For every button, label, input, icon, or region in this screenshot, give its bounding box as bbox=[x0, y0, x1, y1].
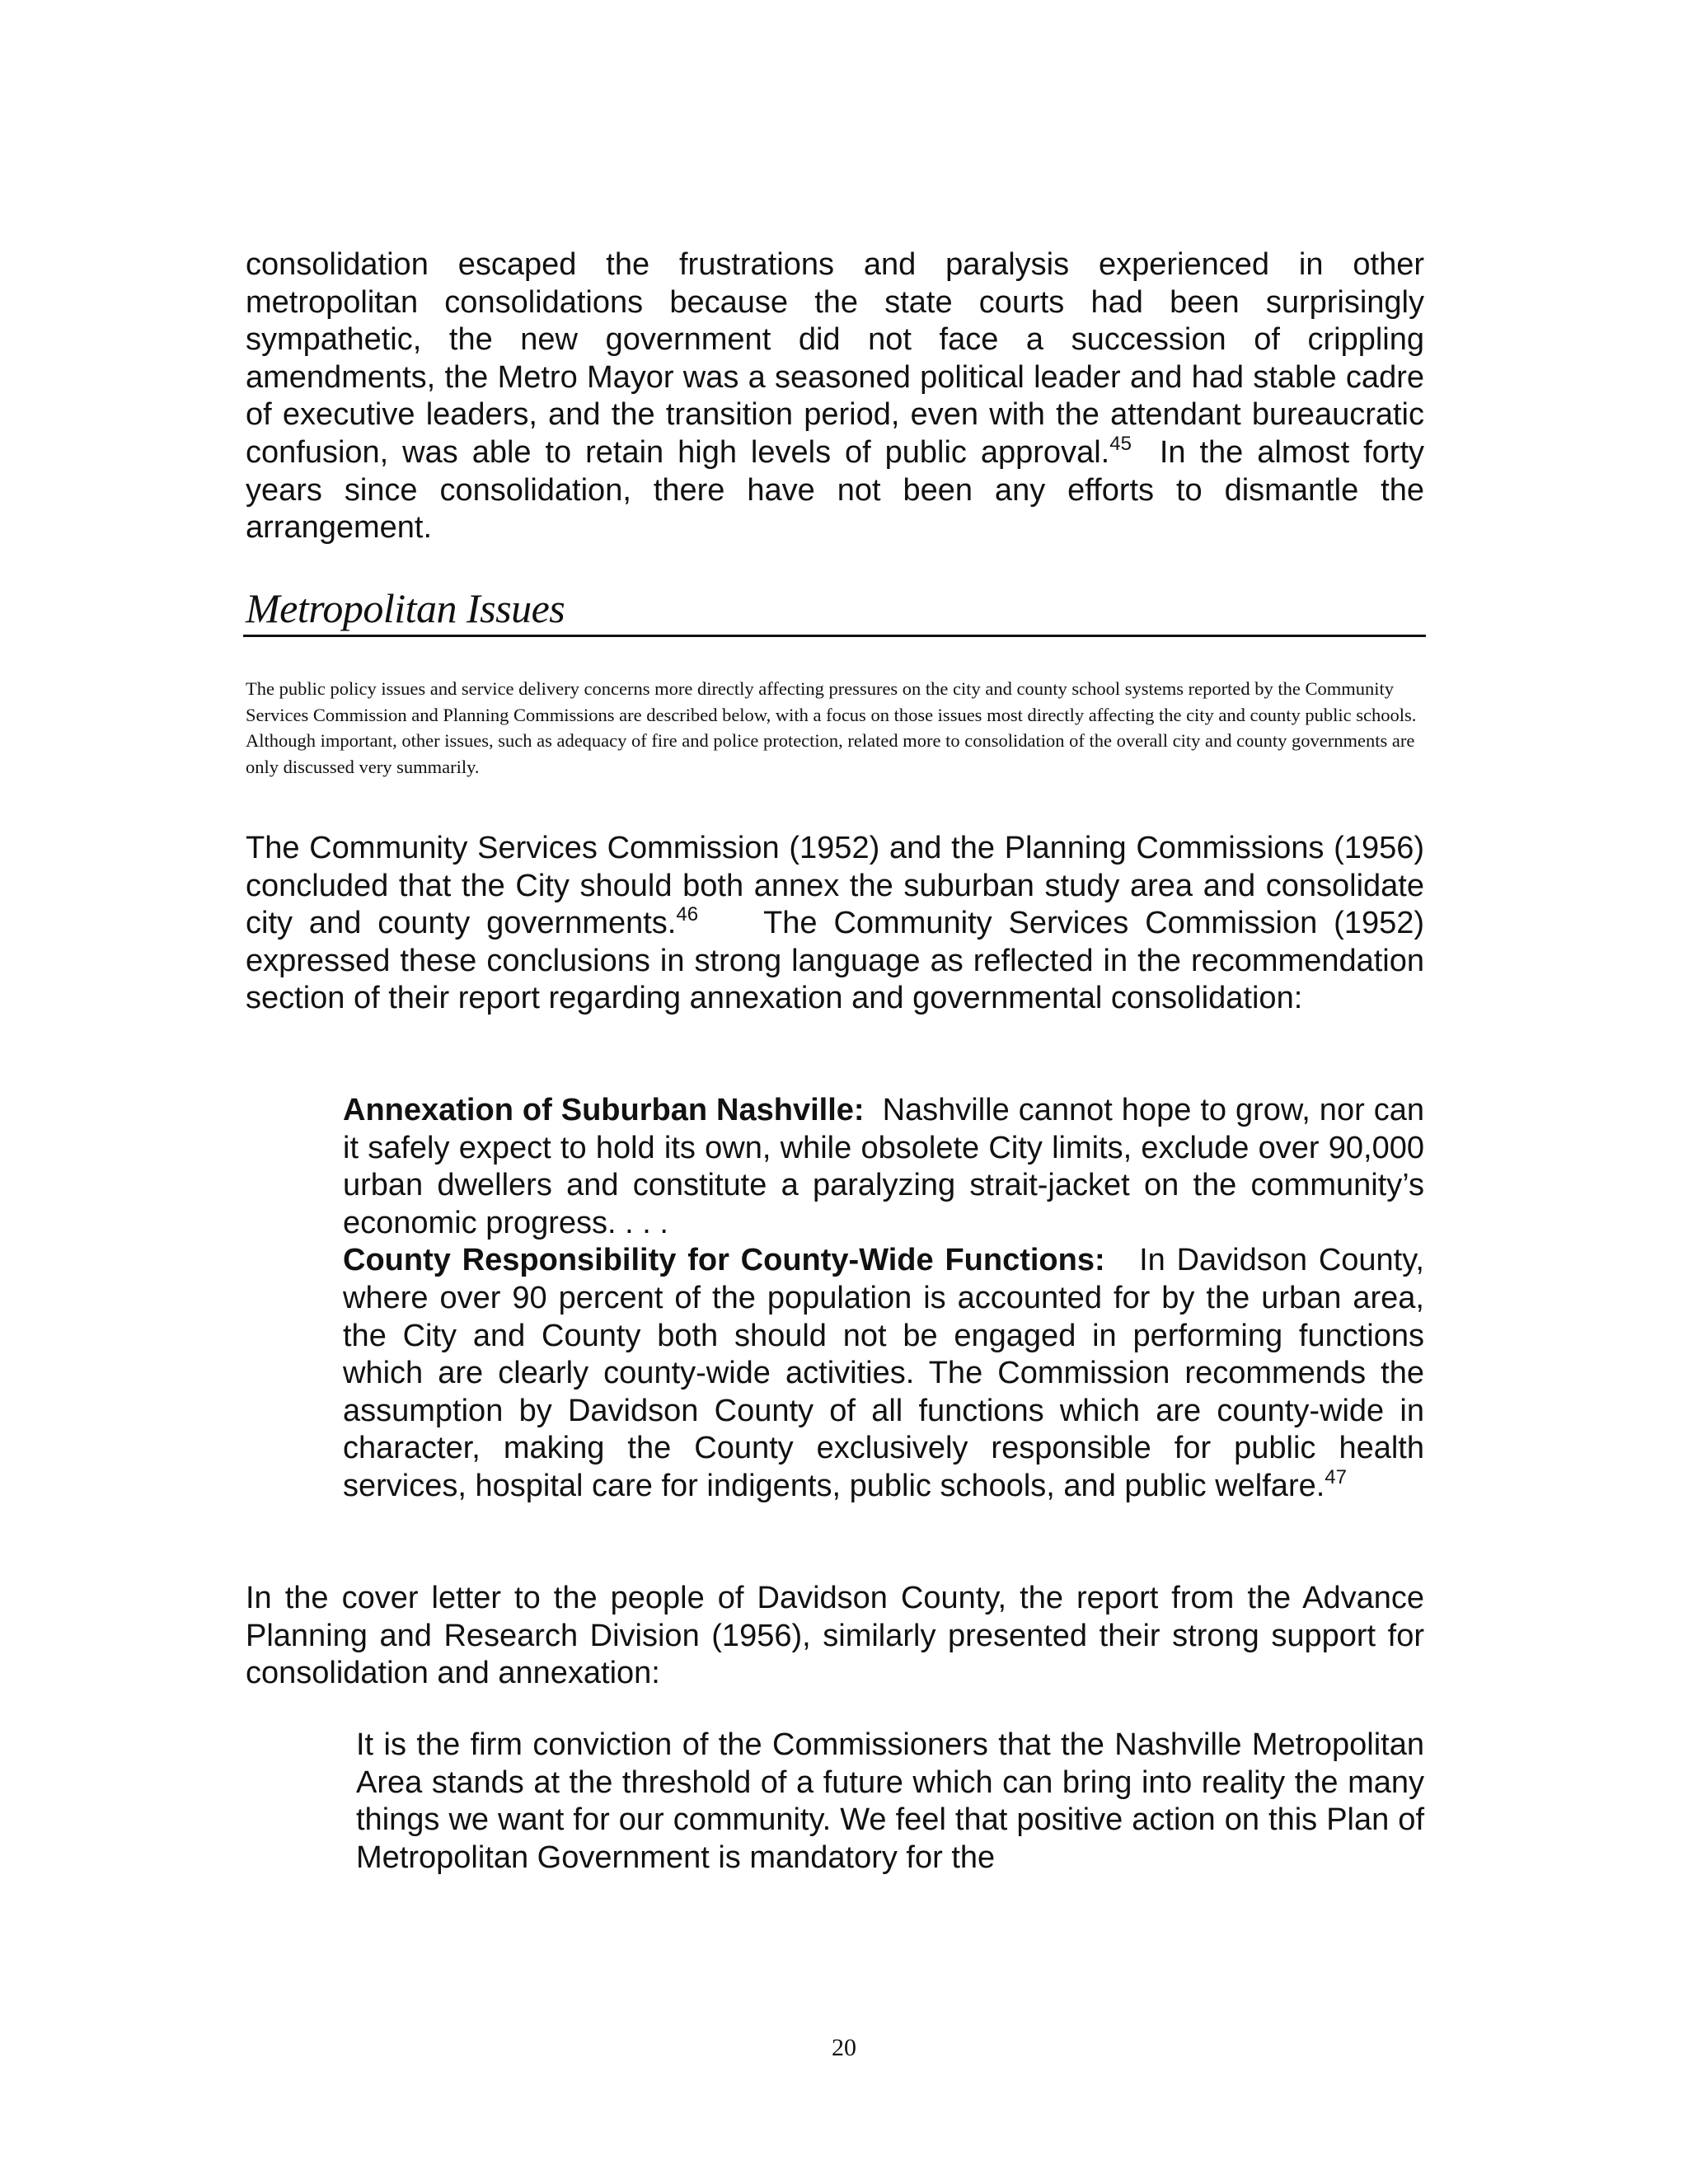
section-heading bbox=[243, 582, 1426, 637]
quote-item-1-text: Nashville cannot hope to grow, nor can it safely expect to hold its own, while obsolete City limits, exclude over 90,000 urban dwellers and constitute a paralyzing strait-jacket on the community’s economic progress. . . . bbox=[343, 1093, 1424, 1240]
paragraph-2-text: The Community Services Commission (1952) and the Planning Commissions (1956) concluded that the City should both annex the suburban study area and consolidate city and county governments. bbox=[246, 831, 1424, 941]
quote-item-annexation bbox=[343, 1092, 1424, 1242]
body-paragraph-3: In the cover letter to the people of Davidson County, the report from the Advance Planning and Research Division (1956), similarly presented their strong support for consolidation and annexation: bbox=[246, 1581, 1424, 1691]
quote-item-2-heading: County Responsibility for County-Wide Functions: bbox=[343, 1243, 1105, 1278]
quote-item-2-text: In Davidson County, where over 90 percent of the population is accounted for by the urban area, the City and County both should not be engaged in performing functions which are clearly county-wide activities. The Commission recommends the assumption by Davidson County of all functions which are county-wide in character, making the County exclusively responsible for public health services, hospital care for indigents, public schools, and public welfare. bbox=[343, 1243, 1424, 1503]
paragraph-1-text-after: In the almost forty years since consolidation, there have not been any efforts to dismantle the arrangement. bbox=[246, 434, 1425, 546]
quote-item-1-heading: Annexation of Suburban Nashville: bbox=[343, 1093, 865, 1127]
section-abstract: The public policy issues and service delivery concerns more directly affecting pressures on the city and county school systems reported by the Community Services Commission and Planning Commissions are described below, with a focus on those issues most directly affecting the city and county public schools. Although important, other issues, such as adequacy of fire and police protection, related more to consolidation of the overall city and county governments are only discussed very summarily. bbox=[246, 678, 1417, 777]
block-quote-recommendations bbox=[343, 1092, 1424, 1506]
footnote-marker-46[interactable]: 46 bbox=[676, 903, 699, 926]
block-quote-cover-letter: It is the firm conviction of the Commissioners that the Nashville Metropolitan Area stands at the threshold of a future which can bring into reality the many things we want for our community. We feel that positive action on this Plan of Metropolitan Government is mandatory for the bbox=[356, 1727, 1424, 1875]
section-heading-text: Metropolitan Issues bbox=[246, 585, 565, 631]
paragraph-2-text-after: The Community Services Commission (1952) expressed these conclusions in strong language as reflected in the recommendation section of their report regarding annexation and governmental consolidation: bbox=[246, 906, 1424, 1016]
page-number: 20 bbox=[832, 2034, 856, 2061]
body-paragraph-2 bbox=[246, 830, 1424, 1018]
footnote-marker-45[interactable]: 45 bbox=[1109, 432, 1132, 455]
body-paragraph-1 bbox=[246, 246, 1424, 547]
footnote-marker-47[interactable]: 47 bbox=[1325, 1465, 1347, 1488]
quote-item-county-responsibility bbox=[343, 1242, 1424, 1505]
paragraph-1-text: consolidation escaped the frustrations and paralysis experienced in other metropolitan consolidations because the state courts had been surprisingly sympathetic, the new government did not face a succession of crippling amendments, the Metro Mayor was a seasoned political leader and had stable cadre of executive leaders, and the transition period, even with the attendant bureaucratic confusion, was able to retain high levels of public approval. bbox=[246, 247, 1424, 470]
